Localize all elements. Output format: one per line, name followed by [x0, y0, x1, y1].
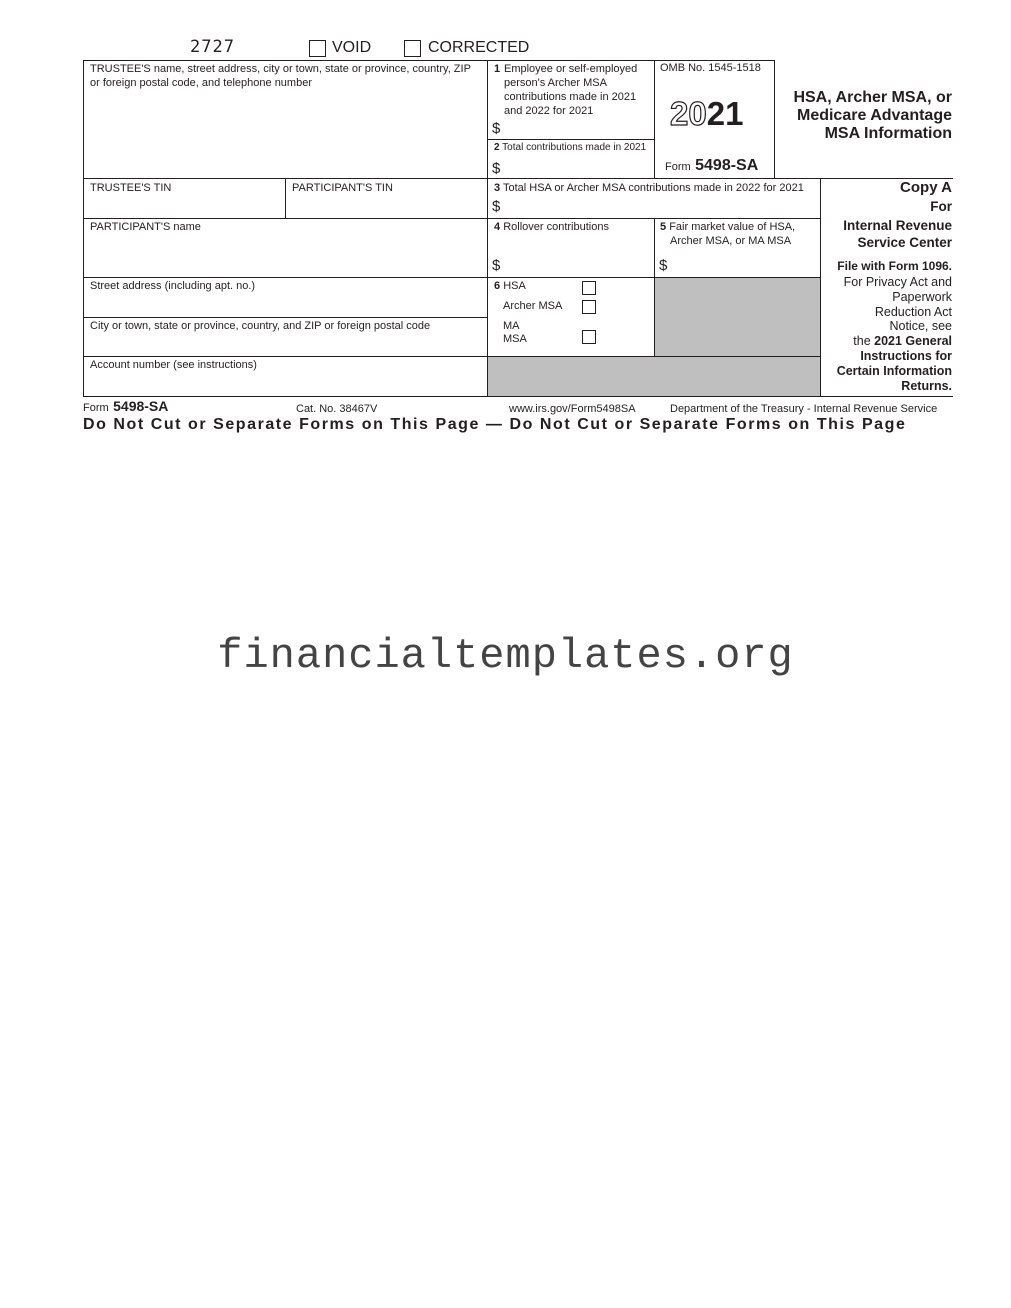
participant-name[interactable] [84, 219, 486, 277]
omb-form-id [665, 157, 758, 175]
privacy-line4: Notice, see [889, 319, 952, 334]
tax-year [670, 95, 743, 133]
ma-msa-checkbox[interactable] [582, 330, 596, 344]
trustee-tin[interactable] [84, 179, 284, 218]
box5-number: 5 [660, 221, 667, 233]
do-not-cut-notice: Do Not Cut or Separate Forms on This Page — Do Not Cut or Separate Forms on This Page [83, 416, 907, 433]
box1-number: 1 [494, 63, 501, 75]
watermark: financialtemplates.org [217, 632, 794, 680]
box1-dollar: $ [492, 120, 501, 137]
box5-label-line2: Archer MSA, or MA MSA [670, 235, 792, 247]
privacy-line7: Certain Information [836, 363, 952, 378]
form-title [778, 89, 952, 143]
box6-hsa-label: HSA [503, 280, 526, 292]
omb-form-word: Form [665, 161, 691, 173]
trustee-name-field[interactable] [84, 92, 486, 177]
copy-for: For [930, 199, 952, 214]
privacy-line5-prefix: the [853, 334, 875, 349]
box2-dollar: $ [492, 160, 501, 177]
copy-info [822, 179, 952, 393]
footer-department: Department of the Treasury - Internal Revenue Service [670, 403, 938, 415]
box6-ma-label-line1: MA [503, 320, 520, 332]
participant-name-label: PARTICIPANT'S name [90, 221, 201, 233]
box3-dollar: $ [492, 198, 501, 215]
participant-tin[interactable] [286, 179, 486, 218]
box6 [488, 278, 653, 356]
tax-year-prefix: 20 [670, 95, 707, 132]
participant-tin-label: PARTICIPANT'S TIN [292, 182, 393, 194]
corrected-label: CORRECTED [428, 39, 530, 56]
box3-label: Total HSA or Archer MSA contributions made in 2022 for 2021 [502, 182, 804, 194]
void-label: VOID [332, 39, 372, 56]
privacy-line2: Paperwork [892, 289, 952, 304]
account-number-label: Account number (see instructions) [90, 359, 257, 371]
copy-file-with: File with Form 1096. [837, 259, 952, 273]
street-address[interactable] [84, 278, 486, 317]
form-title-line1: HSA, Archer MSA, or [793, 89, 952, 106]
form-title-line2: Medicare Advantage [796, 107, 952, 124]
privacy-line1: For Privacy Act and [843, 275, 952, 289]
box2-label: Total contributions made in 2021 [502, 142, 647, 153]
city-address[interactable] [84, 318, 486, 356]
privacy-line6: Instructions for [860, 348, 952, 363]
hsa-checkbox[interactable] [582, 281, 596, 295]
box6-ma-label-line2: MSA [503, 333, 527, 345]
box4[interactable] [488, 219, 653, 277]
form-code: 2727 [190, 37, 235, 57]
copy-irs-line1: Internal Revenue [843, 218, 952, 233]
city-address-label: City or town, state or province, country, and ZIP or foreign postal code [90, 320, 431, 332]
copy-irs-line2: Service Center [857, 235, 952, 250]
box1-label: Employee or self-employed person's Archer MSA contributions made in 2021 and 2022 for 2021 [504, 63, 638, 117]
footer-url: www.irs.gov/Form5498SA [509, 403, 636, 415]
street-address-label: Street address (including apt. no.) [90, 280, 256, 292]
omb-number: OMB No. 1545-1518 [660, 62, 761, 74]
footer-cat-no: Cat. No. 38467V [296, 403, 378, 415]
tax-year-suffix: 21 [706, 95, 744, 132]
footer-form-id [83, 398, 168, 416]
box2[interactable] [488, 140, 653, 178]
account-number[interactable] [84, 357, 486, 396]
trustee-name-label: TRUSTEE'S name, street address, city or town, state or province, country, ZIP or foreign postal code, and telephone number [90, 63, 471, 89]
trustee-tin-label: TRUSTEE'S TIN [90, 182, 172, 194]
box3[interactable] [488, 179, 820, 218]
box6-archer-label: Archer MSA [503, 300, 563, 312]
corrected-checkbox[interactable] [404, 40, 421, 57]
void-checkbox[interactable] [309, 40, 326, 57]
shaded-area-right [655, 278, 820, 356]
form-title-line3: MSA Information [824, 125, 952, 142]
box5-dollar: $ [659, 257, 668, 274]
privacy-line3: Reduction Act [874, 304, 952, 319]
box1[interactable] [488, 61, 653, 139]
box3-number: 3 [494, 182, 501, 194]
omb-form-number: 5498-SA [695, 157, 759, 174]
copy-label: Copy A [900, 179, 952, 196]
box5-label-line1: Fair market value of HSA, [669, 221, 796, 233]
box4-number: 4 [494, 221, 501, 233]
box5[interactable] [655, 219, 820, 277]
box2-number: 2 [494, 142, 500, 153]
footer-form-word: Form [83, 402, 109, 414]
box4-label: Rollover contributions [503, 221, 609, 233]
box6-number: 6 [494, 280, 501, 292]
footer-form-number: 5498-SA [113, 398, 169, 414]
privacy-line5-bold: 2021 General [874, 334, 952, 349]
box4-dollar: $ [492, 257, 501, 274]
archer-msa-checkbox[interactable] [582, 300, 596, 314]
shaded-area-bottom [488, 357, 820, 396]
privacy-line8: Returns. [901, 378, 952, 393]
